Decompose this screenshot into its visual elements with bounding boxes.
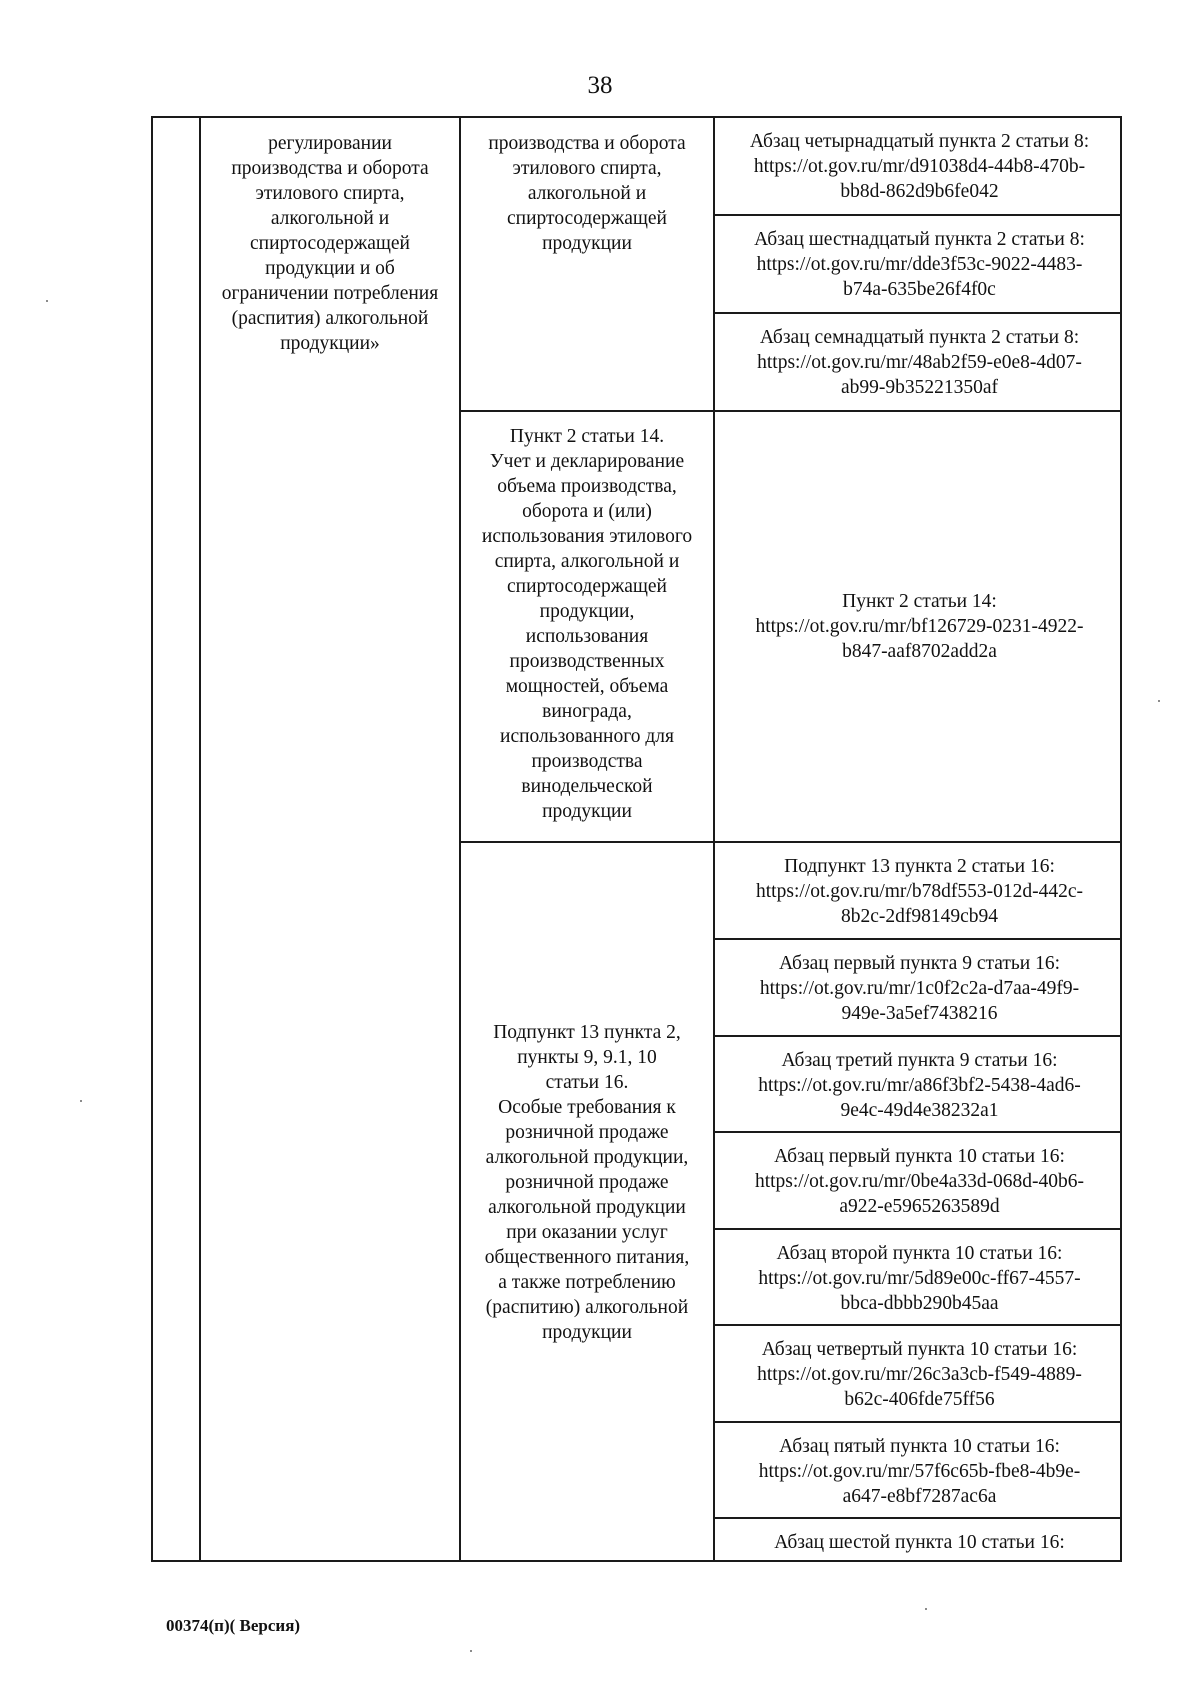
scan-speck (80, 1100, 82, 1102)
law-title-cell: регулировании производства и оборота этилового спирта, алкогольной и спиртосодержащей продукции и об ограничении потребления (распития) алкогольной продукции» (221, 133, 439, 354)
reference-cell: Абзац второй пункта 10 статьи 16: https://ot.gov.ru/mr/5d89e00c-ff67-4557- bbca-dbbb290b45aa (758, 1243, 1081, 1314)
scan-speck (1158, 700, 1160, 702)
reference-cell: Абзац пятый пункта 10 статьи 16: https://ot.gov.ru/mr/57f6c65b-fbe8-4b9e- a647-e8bf7287ac6a (758, 1436, 1081, 1507)
requirement-cell: Подпункт 13 пункта 2, пункты 9, 9.1, 10 статьи 16. Особые требования к розничной продаже алкогольной продукции, розничной продаже алкогольной продукции при оказании услуг общественного питания, а также потреблению (распитию) алкогольной продукции (484, 1022, 690, 1343)
scan-speck (46, 300, 48, 302)
reference-cell: Абзац шестнадцатый пункта 2 статьи 8: https://ot.gov.ru/mr/dde3f53c-9022-4483- b74a-635be26f4f0c (754, 229, 1085, 300)
reference-cell: Пункт 2 статьи 14: https://ot.gov.ru/mr/bf126729-0231-4922- b847-aaf8702add2a (755, 591, 1084, 662)
requirement-cell: производства и оборота этилового спирта, алкогольной и спиртосодержащей продукции (488, 133, 686, 254)
reference-cell: Подпункт 13 пункта 2 статьи 16: https://ot.gov.ru/mr/b78df553-012d-442c- 8b2c-2df98149cb94 (756, 856, 1083, 927)
requirements-table (151, 116, 1122, 1562)
requirement-cell: Пункт 2 статьи 14. Учет и декларирование объема производства, оборота и (или) использования этилового спирта, алкогольной и спиртосодержащей продукции, использования производственных мощностей, объема винограда, использованного для производства винодельческой продукции (481, 426, 693, 822)
reference-cell: Абзац третий пункта 9 статьи 16: https://ot.gov.ru/mr/a86f3bf2-5438-4ad6- 9e4c-49d4e38232a1 (758, 1050, 1081, 1121)
scan-speck (470, 1650, 472, 1652)
reference-cell: Абзац первый пункта 10 статьи 16: https://ot.gov.ru/mr/0be4a33d-068d-40b6- a922-e5965263589d (754, 1146, 1085, 1217)
reference-cell: Абзац четвертый пункта 10 статьи 16: https://ot.gov.ru/mr/26c3a3cb-f549-4889- b62c-406fde75ff56 (757, 1339, 1082, 1410)
reference-cell: Абзац первый пункта 9 статьи 16: https://ot.gov.ru/mr/1c0f2c2a-d7aa-49f9- 949e-3a5ef7438216 (759, 953, 1080, 1024)
reference-cell: Абзац четырнадцатый пункта 2 статьи 8: https://ot.gov.ru/mr/d91038d4-44b8-470b- bb8d-862d9b6fe042 (749, 131, 1090, 202)
scan-speck (925, 1608, 927, 1610)
page-number: 38 (587, 72, 613, 99)
document-footer-code: 00374(п)( Версия) (166, 1616, 301, 1635)
reference-cell: Абзац семнадцатый пункта 2 статьи 8: https://ot.gov.ru/mr/48ab2f59-e0e8-4d07- ab99-9b35221350af (757, 327, 1082, 398)
reference-cell: Абзац шестой пункта 10 статьи 16: (774, 1532, 1065, 1553)
